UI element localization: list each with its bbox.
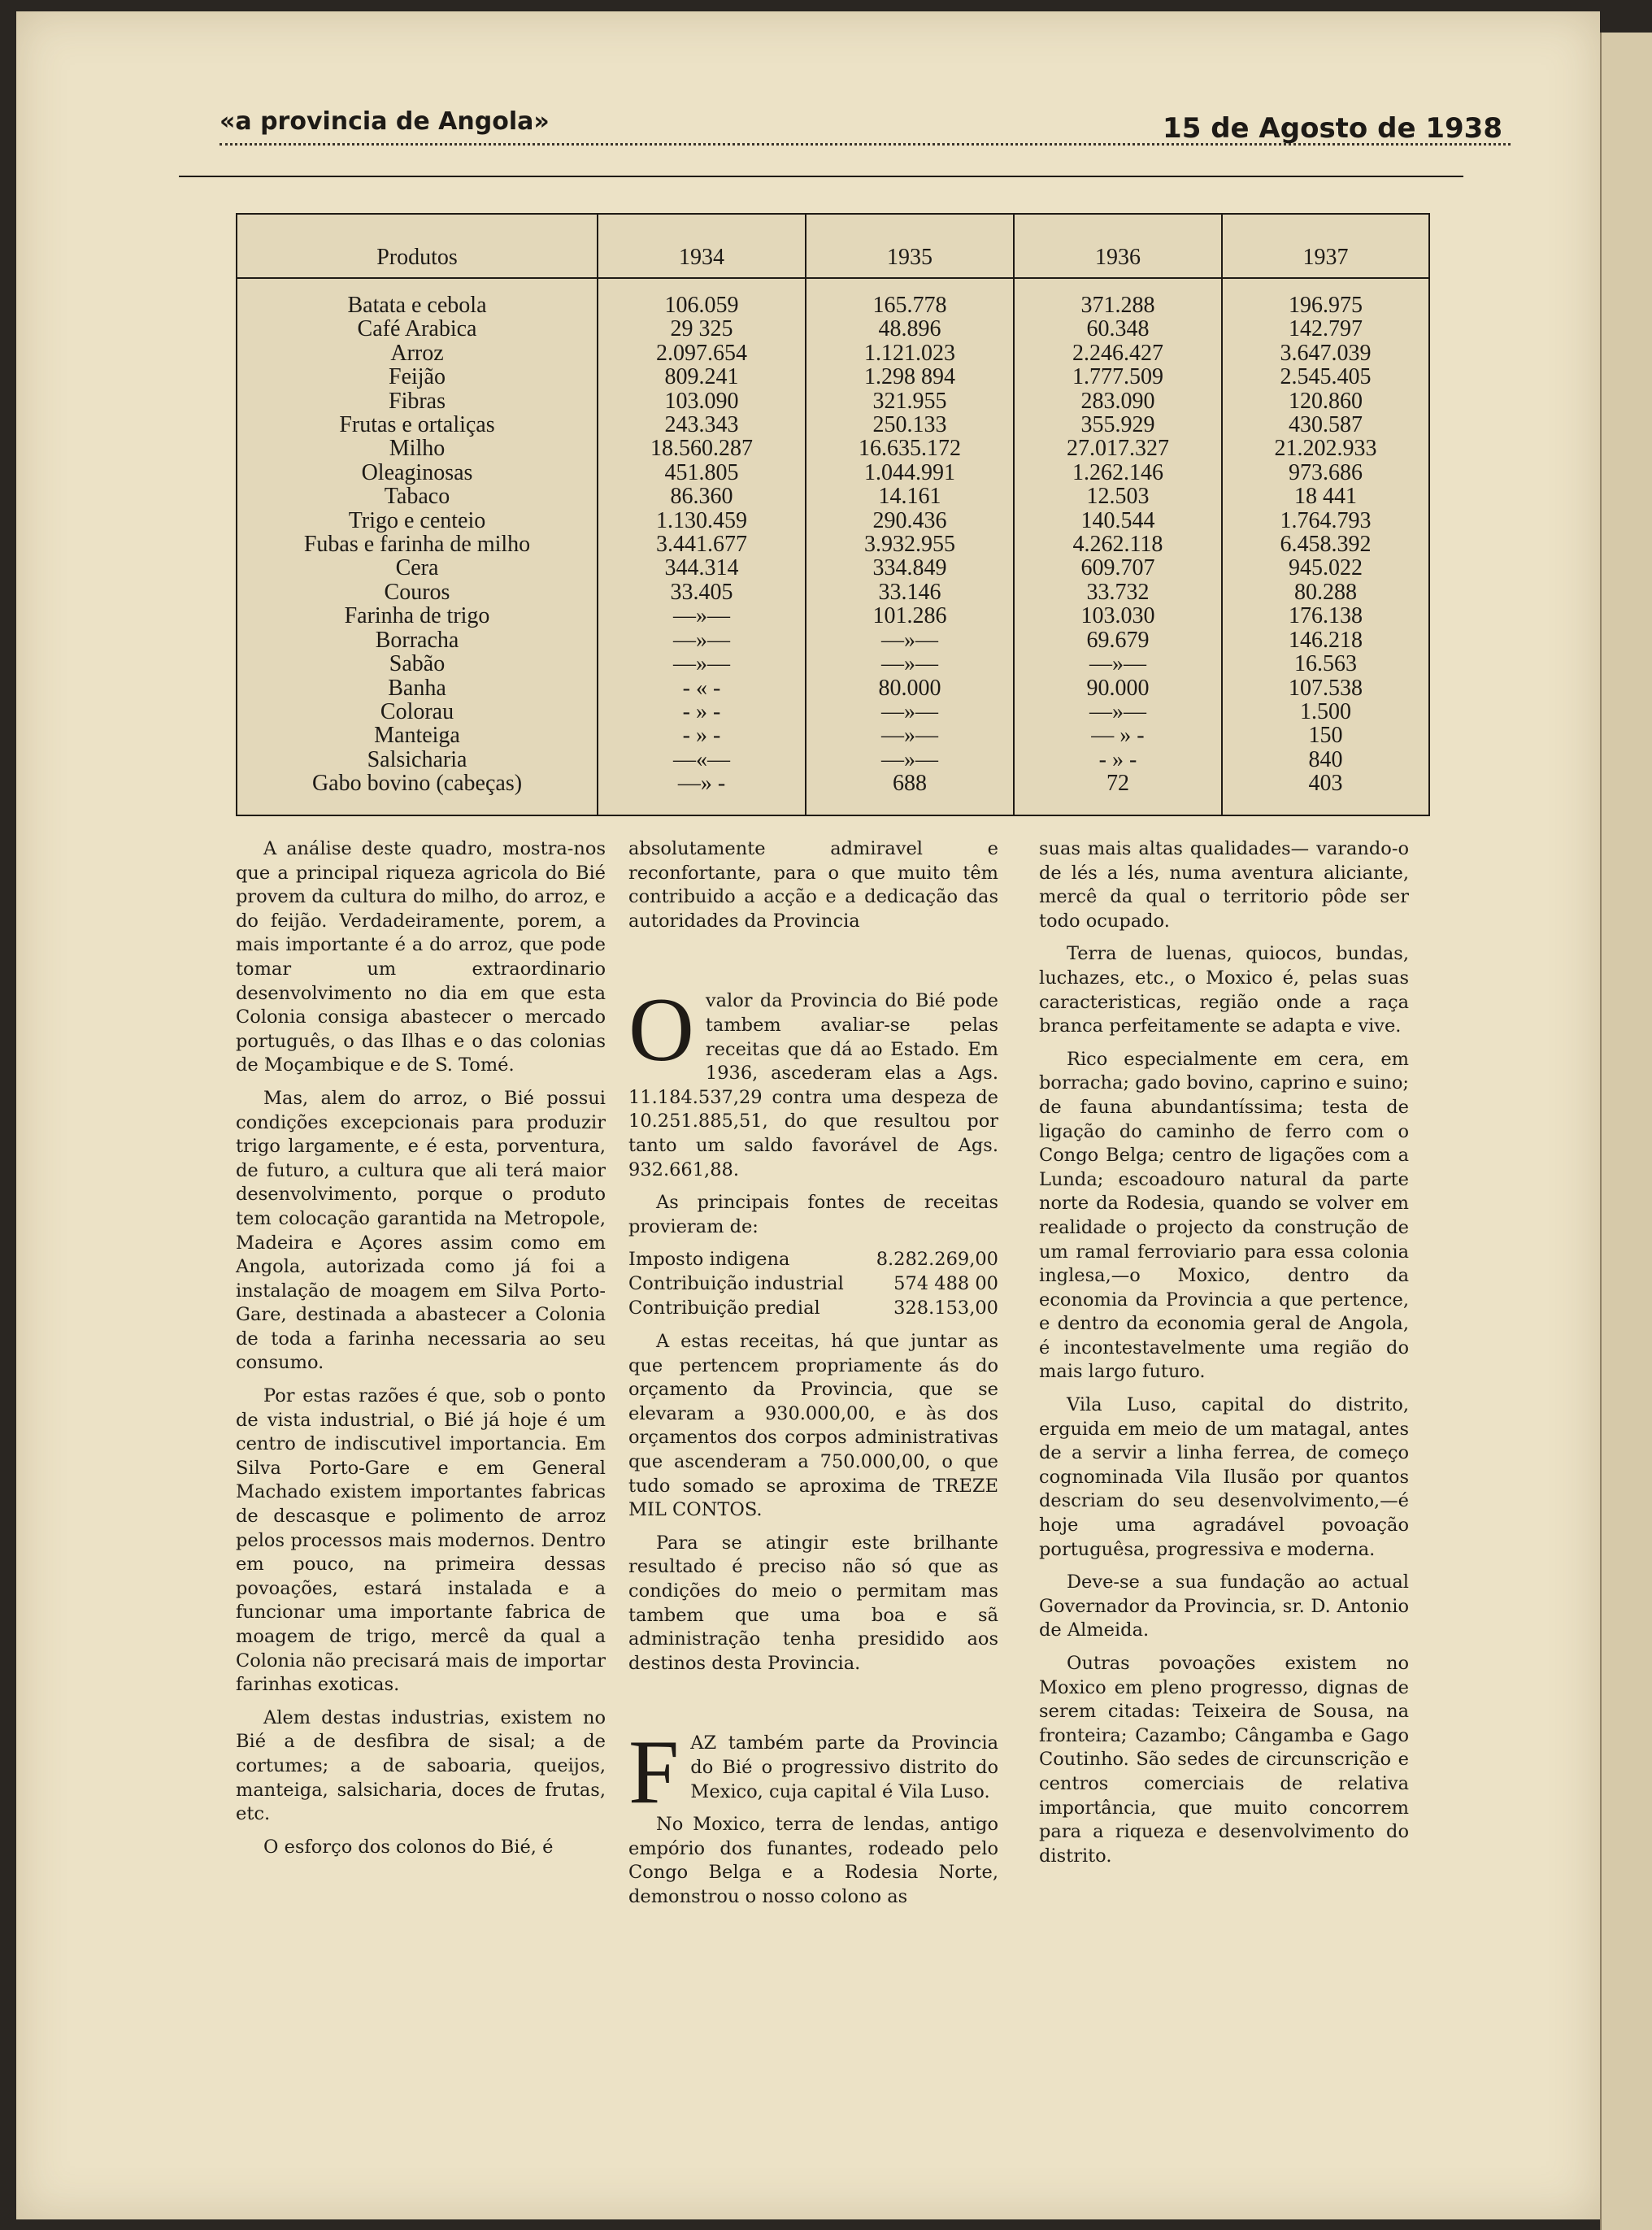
product-name: Fubas e farinha de milho: [303, 532, 531, 558]
product-value: 2.246.427: [1072, 340, 1163, 366]
paragraph: Deve-se a sua fundação ao actual Governador da Provincia, sr. D. Antonio de Almeida.: [1039, 1571, 1409, 1641]
product-value: 321.955: [872, 388, 947, 414]
product-value: - « -: [682, 675, 721, 701]
year-values-column: [1222, 278, 1428, 815]
product-value: 1.500: [1299, 698, 1351, 724]
income-label: Contribuição industrial: [628, 1272, 844, 1294]
product-value: —»—: [672, 603, 730, 629]
paragraph: Rico especialmente em cera, em borracha; gado bovino, caprino e suino; de fauna abundantíssima; testa de ligação do caminho de ferro com o Congo Belga; centro de ligações com a Lunda; escoadouro natural da parte norte da Rodesia, quando se volver em realidade o projecto da construção de um ramal ferroviario para essa colonia inglesa,—o Moxico, dentro da economia da Provincia a que pertence, e dentro da economia geral de Angola, é incontestavelmente uma região do mais largo futuro.: [1039, 1048, 1409, 1383]
income-row: [628, 1248, 998, 1272]
product-value: 2.545.405: [1280, 364, 1372, 390]
paragraph: Alem destas industrias, existem no Bié a de desfibra de sisal; a de cortumes; a de saboaria, queijos, manteiga, salsicharia, doces de frutas, etc.: [236, 1706, 606, 1825]
article-column-1: [236, 837, 606, 1868]
paragraph: Mas, alem do arroz, o Bié possui condições excepcionais para produzir trigo largamente, e é esta, porventura, de futuro, a cultura que ali terá maior desenvolvimento, porque o produto tem colocação garantida na Metropole, Madeira e Açores assim como em Angola, autorizada como já foi a instalação de moagem em Silva Porto-Gare, destinada a abastecer a Colonia de toda a farinha necessaria ao seu consumo.: [236, 1087, 606, 1374]
product-value: 103.090: [664, 388, 739, 414]
product-name: Tabaco: [384, 484, 450, 510]
paragraph: absolutamente admiravel e reconfortante, para o que muito têm contribuido a acção e a dedicação das autoridades da Provincia: [628, 838, 998, 932]
product-value: 1.298 894: [863, 364, 955, 390]
paragraph: suas mais altas qualidades— varando-o de lés a lés, numa aventura aliciante, mercê da qual o territorio pôde ser todo ocupado.: [1039, 838, 1409, 932]
product-value: 809.241: [664, 364, 739, 390]
issue-date: 15 de Agosto de 1938: [1163, 112, 1502, 145]
dropcap: O: [628, 980, 694, 1081]
product-value: 403: [1308, 771, 1343, 797]
publication-name: «a provincia de Angola»: [220, 107, 550, 136]
product-value: 609.707: [1080, 555, 1155, 581]
product-value: 250.133: [872, 412, 947, 438]
product-value: 2.097.654: [655, 340, 747, 366]
dropcap: F: [628, 1722, 680, 1824]
year-values-column: [598, 278, 806, 815]
product-value: 344.314: [664, 555, 739, 581]
next-page-edge: [1600, 33, 1652, 2230]
product-value: —»—: [880, 651, 938, 677]
product-value: 688: [892, 771, 927, 797]
product-name: Colorau: [380, 698, 454, 724]
product-value: 16.563: [1293, 651, 1357, 677]
year-values-column: [1014, 278, 1222, 815]
product-name: Milho: [389, 436, 446, 462]
article-column-3: [1039, 837, 1409, 1877]
product-value: 165.778: [872, 293, 947, 318]
product-value: 103.030: [1080, 603, 1155, 629]
income-value: 328.153,00: [893, 1297, 998, 1319]
product-value: — » -: [1091, 723, 1145, 749]
product-name: Manteiga: [374, 723, 460, 749]
year-values-column: [806, 278, 1014, 815]
paragraph: A estas receitas, há que juntar as que pertencem propriamente ás do orçamento da Provincia, que se elevaram a 930.000,00, e às dos orçamentos dos corpos administrativas que ascenderam a 750.000,00, o que tudo somado se aproxima de TREZE MIL CONTOS.: [628, 1331, 998, 1521]
product-value: 106.059: [664, 293, 739, 318]
paragraph: No Moxico, terra de lendas, antigo empório dos funantes, rodeado pelo Congo Belga e a Rodesia Norte, demonstrou o nosso colono as: [628, 1814, 998, 1907]
products-table-frame: [236, 213, 1430, 816]
product-value: 334.849: [872, 555, 947, 581]
product-value: —»—: [880, 627, 938, 653]
product-value: 283.090: [1080, 388, 1155, 414]
product-value: 6.458.392: [1280, 532, 1372, 558]
column-header-products: Produtos: [237, 215, 598, 278]
product-value: 973.686: [1288, 459, 1363, 485]
paragraph-text: AZ também parte da Provincia do Bié o progressivo distrito do Mexico, cuja capital é Vila Luso.: [690, 1732, 998, 1802]
product-value: 21.202.933: [1274, 436, 1377, 462]
product-value: 243.343: [664, 412, 739, 438]
product-value: 107.538: [1288, 675, 1363, 701]
income-label: Imposto indigena: [628, 1249, 790, 1271]
product-value: 18.560.287: [650, 436, 753, 462]
product-value: 72: [1106, 771, 1129, 797]
product-value: 14.161: [878, 484, 941, 510]
column-header-year: 1936: [1014, 215, 1222, 278]
table-header-row: [237, 215, 1428, 278]
product-value: 48.896: [878, 316, 941, 342]
product-name: Sabão: [389, 651, 446, 677]
product-value: 3.932.955: [863, 532, 955, 558]
product-value: 12.503: [1086, 484, 1150, 510]
section-gap: [628, 1684, 998, 1732]
paragraph: Por estas razões é que, sob o ponto de vista industrial, o Bié já hoje é um centro de indiscutivel importancia. Em Silva Porto-Gare e em General Machado existem importantes fabricas de descasque e polimento de arroz pelos processos mais modernos. Dentro em pouco, na primeira dessas povoações, estará instalada e a funcionar uma importante fabrica de moagem de trigo, mercê da qual a Colonia não precisará mais de importar farinhas exoticas.: [236, 1385, 606, 1696]
product-value: —»—: [1089, 651, 1146, 677]
product-value: 1.121.023: [863, 340, 955, 366]
product-value: 27.017.327: [1066, 436, 1169, 462]
paragraph: As principais fontes de receitas provieram de:: [628, 1192, 998, 1237]
income-value: 574 488 00: [893, 1272, 998, 1294]
product-value: - » -: [682, 698, 721, 724]
product-value: 146.218: [1288, 627, 1363, 653]
product-name: Trigo e centeio: [348, 507, 486, 533]
product-name: Cera: [395, 555, 439, 581]
income-label: Contribuição predial: [628, 1297, 820, 1319]
product-value: 101.286: [872, 603, 947, 629]
paragraph-with-dropcap: [628, 1722, 998, 1824]
product-value: 290.436: [872, 507, 947, 533]
product-value: —»—: [880, 723, 938, 749]
product-value: 29 325: [670, 316, 733, 342]
paragraph: A análise deste quadro, mostra-nos que a principal riqueza agricola do Bié provem da cultura do milho, do arroz, e do feijão. Verdadeiramente, porem, a mais importante é a do arroz, que pode tomar um extraordinario desenvolvimento no dia em que esta Colonia consiga abastecer o mercado português, o das Ilhas e o das colonias de Moçambique e de S. Tomé.: [236, 838, 606, 1076]
product-value: 80.000: [878, 675, 941, 701]
paragraph: Outras povoações existem no Moxico em pleno progresso, dignas de serem citadas: Teixeira de Sousa, na fronteira; Cazambo; Cângamba e Gago Coutinho. São sedes de circunscrição e centros comerciais de relativa importância, que muito concorrem para a riqueza e desenvolvimento do distrito.: [1039, 1653, 1409, 1867]
product-value: —»—: [1089, 698, 1146, 724]
products-table: [237, 215, 1428, 815]
product-value: —» -: [677, 771, 726, 797]
paragraph: Vila Luso, capital do distrito, erguida em meio de um matagal, antes de a servir a linha ferrea, de começo cognominada Vila Ilusão por quantos descriam do seu desenvolvimento,—é hoje uma agradável povoação portuguêsa, progressiva e moderna.: [1039, 1394, 1409, 1560]
product-value: 1.044.991: [863, 459, 955, 485]
product-name: Frutas e ortaliças: [339, 412, 495, 438]
product-value: 4.262.118: [1072, 532, 1163, 558]
product-value: 86.360: [670, 484, 733, 510]
top-rule: [179, 176, 1463, 177]
product-names-column: [237, 278, 598, 815]
product-name: Banha: [388, 675, 446, 701]
product-name: Borracha: [375, 627, 459, 653]
income-list: [628, 1248, 998, 1320]
product-value: —»—: [672, 627, 730, 653]
product-value: 840: [1308, 746, 1343, 772]
product-name: Oleaginosas: [361, 459, 473, 485]
product-value: 451.805: [664, 459, 739, 485]
header-rule: [220, 143, 1511, 146]
column-header-year: 1937: [1222, 215, 1428, 278]
product-value: —«—: [672, 746, 730, 772]
product-value: 18 441: [1293, 484, 1357, 510]
product-name: Salsicharia: [367, 746, 467, 772]
income-value: 8.282.269,00: [876, 1249, 998, 1271]
product-value: - » -: [1098, 746, 1137, 772]
product-name: Farinha de trigo: [344, 603, 490, 629]
paragraph-text: valor da Provincia do Bié pode tambem avaliar-se pelas receitas que dá ao Estado. Em 1936, ascederam elas a Ags. 11.184.537,29 contra uma despeza de 10.251.885,51, do que resultou por tanto um saldo favorável de Ags. 932.661,88.: [628, 990, 998, 1180]
product-value: 140.544: [1080, 507, 1155, 533]
product-value: 3.441.677: [655, 532, 747, 558]
income-row: [628, 1297, 998, 1321]
product-value: 142.797: [1288, 316, 1363, 342]
product-value: 1.262.146: [1072, 459, 1163, 485]
column-header-year: 1935: [806, 215, 1014, 278]
paragraph: Terra de luenas, quiocos, bundas, luchazes, etc., o Moxico é, pelas suas caracteristicas, região onde a raça branca perfeitamente se adapta e vive.: [1039, 943, 1409, 1037]
product-value: 60.348: [1086, 316, 1150, 342]
product-name: Batata e cebola: [347, 293, 487, 318]
product-value: —»—: [672, 651, 730, 677]
product-value: —»—: [880, 698, 938, 724]
paragraph-with-dropcap: [628, 980, 998, 1182]
product-name: Feijão: [389, 364, 446, 390]
product-value: 16.635.172: [858, 436, 961, 462]
product-name: Arroz: [390, 340, 444, 366]
product-value: 430.587: [1288, 412, 1363, 438]
product-name: Fibras: [389, 388, 446, 414]
table-body-row: [237, 278, 1428, 815]
column-header-year: 1934: [598, 215, 806, 278]
product-value: 69.679: [1086, 627, 1150, 653]
product-value: 1.777.509: [1072, 364, 1163, 390]
paragraph: Para se atingir este brilhante resultado é preciso não só que as condições do meio o permitam mas tambem que uma boa e sã administração tenha presidido aos destinos desta Provincia.: [628, 1532, 998, 1674]
product-value: 1.764.793: [1280, 507, 1372, 533]
product-value: 120.860: [1288, 388, 1363, 414]
product-value: 355.929: [1080, 412, 1155, 438]
product-value: 945.022: [1288, 555, 1363, 581]
product-name: Couros: [384, 579, 450, 605]
page-header: [81, 101, 1535, 150]
product-value: 90.000: [1086, 675, 1150, 701]
product-value: - » -: [682, 723, 721, 749]
product-value: 371.288: [1080, 293, 1155, 318]
product-value: 80.288: [1293, 579, 1357, 605]
product-value: 150: [1308, 723, 1343, 749]
product-value: 33.146: [878, 579, 941, 605]
paragraph: O esforço dos colonos do Bié, é: [263, 1836, 554, 1858]
product-value: 196.975: [1288, 293, 1363, 318]
product-name: Café Arabica: [357, 316, 477, 342]
product-name: Gabo bovino (cabeças): [311, 771, 523, 797]
product-value: 1.130.459: [655, 507, 747, 533]
product-value: —»—: [880, 746, 938, 772]
article-column-2: [628, 837, 998, 1919]
product-value: 3.647.039: [1280, 340, 1372, 366]
product-value: 176.138: [1288, 603, 1363, 629]
income-row: [628, 1272, 998, 1297]
product-value: 33.732: [1086, 579, 1150, 605]
product-value: 33.405: [670, 579, 733, 605]
